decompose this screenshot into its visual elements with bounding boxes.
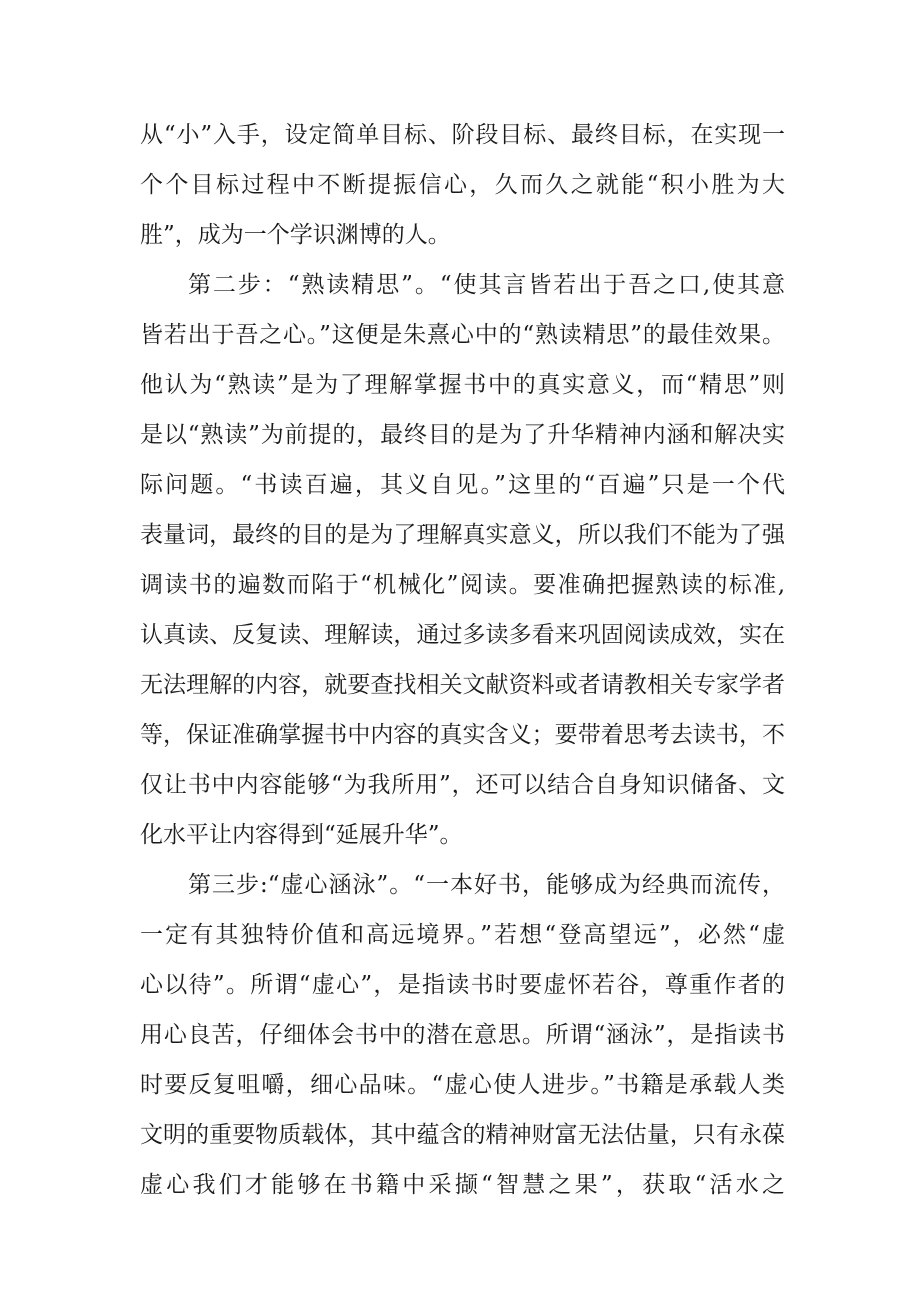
text-line: 用心良苦，仔细体会书中的潜在意思。所谓“涵泳”，是指读书 [140, 1022, 785, 1048]
text-line: 他认为“熟读”是为了理解掌握书中的真实意义，而“精思”则 [140, 372, 785, 398]
text-line: 时要反复咀嚼，细心品味。“虚心使人进步。”书籍是承载人类 [140, 1072, 785, 1098]
text-line: 际问题。“书读百遍，其义自见。”这里的“百遍”只是一个代 [140, 472, 785, 498]
text-line: 认真读、反复读、理解读，通过多读多看来巩固阅读成效，实在 [140, 622, 785, 648]
text-line: 文明的重要物质载体，其中蕴含的精神财富无法估量，只有永葆 [140, 1122, 785, 1148]
text-line: 无法理解的内容，就要查找相关文献资料或者请教相关专家学者 [140, 672, 785, 698]
paragraph-step-two-start: 第二步：“熟读精思”。“使其言皆若出于吾之口,使其意 [188, 272, 785, 298]
text-line: 个个目标过程中不断提振信心，久而久之就能“积小胜为大 [140, 172, 785, 198]
text-line: 虚心我们才能够在书籍中采撷“智慧之果”，获取“活水之 [140, 1172, 785, 1198]
text-line: 仅让书中内容能够“为我所用”，还可以结合自身知识储备、文 [140, 772, 785, 798]
text-line: 胜”，成为一个学识渊博的人。 [140, 222, 451, 248]
text-line: 等，保证准确掌握书中内容的真实含义；要带着思考去读书，不 [140, 722, 785, 748]
text-line: 心以待”。所谓“虚心”，是指读书时要虚怀若谷，尊重作者的 [140, 972, 785, 998]
text-line: 一定有其独特价值和高远境界。”若想“登高望远”，必然“虚 [140, 922, 785, 948]
paragraph-step-three-start: 第三步:“虚心涵泳”。“一本好书，能够成为经典而流传， [188, 872, 785, 898]
text-line: 是以“熟读”为前提的，最终目的是为了升华精神内涵和解决实 [140, 422, 785, 448]
text-line: 皆若出于吾之心。”这便是朱熹心中的“熟读精思”的最佳效果。 [140, 322, 785, 348]
text-line: 调读书的遍数而陷于“机械化”阅读。要准确把握熟读的标准, [140, 572, 785, 598]
text-line: 化水平让内容得到“延展升华”。 [140, 822, 463, 848]
text-line: 表量词，最终的目的是为了理解真实意义，所以我们不能为了强 [140, 522, 785, 548]
text-line: 从“小”入手，设定简单目标、阶段目标、最终目标，在实现一 [140, 122, 785, 148]
document-body [140, 110, 785, 1210]
